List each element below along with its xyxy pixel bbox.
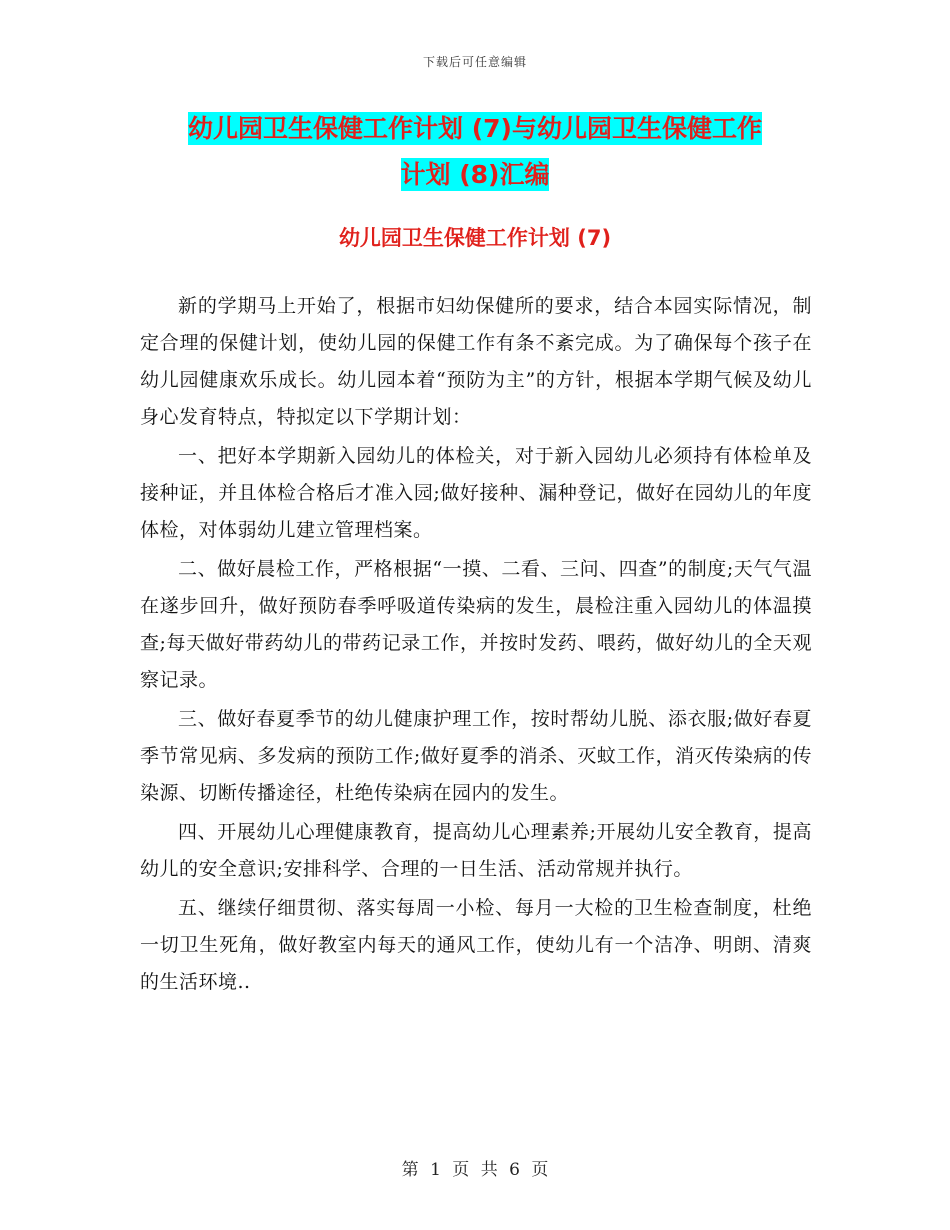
header-note: 下载后可任意编辑 xyxy=(422,55,527,69)
paragraph-item-5: 五、继续仔细贯彻、落实每周一小检、每月一大检的卫生检查制度，杜绝一切卫生死角，做好教室内每天的通风工作，使幼儿有一个洁净、明朗、清爽的生活环境.. xyxy=(140,897,812,993)
document-title-line-1: 幼儿园卫生保健工作计划 (7)与幼儿园卫生保健工作 xyxy=(188,114,762,143)
paragraph-item-3: 三、做好春夏季节的幼儿健康护理工作，按时帮幼儿脱、添衣服;做好春夏季节常见病、多发病的预防工作;做好夏季的消杀、灭蚊工作，消灭传染病的传染源、切断传播途径，杜绝传染病在园内的发生。 xyxy=(140,708,812,804)
document-title-line-2: 计划 (8)汇编 xyxy=(400,160,550,189)
document-body xyxy=(140,288,812,1003)
paragraph-intro: 新的学期马上开始了，根据市妇幼保健所的要求，结合本园实际情况，制定合理的保健计划，使幼儿园的保健工作有条不紊完成。为了确保每个孩子在幼儿园健康欢乐成长。幼儿园本着“预防为主”的方针，根据本学期气候及幼儿身心发育特点，特拟定以下学期计划： xyxy=(140,295,812,428)
paragraph-item-1: 一、把好本学期新入园幼儿的体检关，对于新入园幼儿必须持有体检单及接种证，并且体检合格后才准入园;做好接种、漏种登记，做好在园幼儿的年度体检，对体弱幼儿建立管理档案。 xyxy=(140,445,812,541)
paragraph-item-2: 二、做好晨检工作，严格根据“一摸、二看、三问、四查”的制度;天气气温在遂步回升，做好预防春季呼吸道传染病的发生，晨检注重入园幼儿的体温摸查;每天做好带药幼儿的带药记录工作，并按时发药、喂药，做好幼儿的全天观察记录。 xyxy=(140,558,812,691)
paragraph-item-4: 四、开展幼儿心理健康教育，提高幼儿心理素养;开展幼儿安全教育，提高幼儿的安全意识;安排科学、合理的一日生活、活动常规并执行。 xyxy=(140,821,812,880)
page-number: 第 1 页 共 6 页 xyxy=(401,1160,549,1180)
section-title: 幼儿园卫生保健工作计划 (7) xyxy=(338,226,612,250)
document-title xyxy=(150,106,800,198)
